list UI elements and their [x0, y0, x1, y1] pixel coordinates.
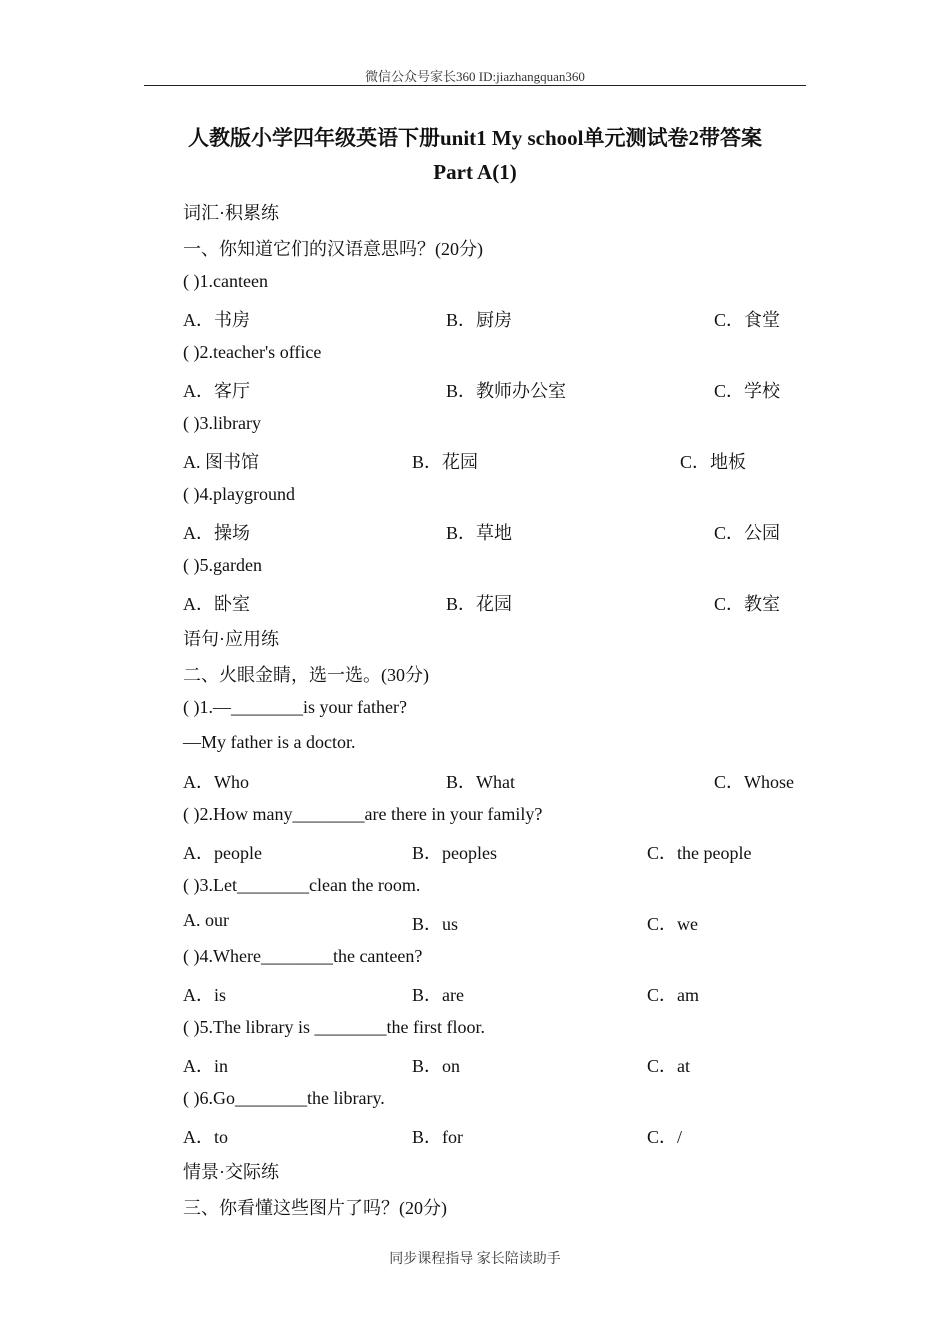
s2-q6-option-a: A．to [183, 1127, 228, 1147]
s1-question-4: ( )4.playground [183, 484, 295, 504]
section-heading-vocab: 词汇·积累练 [183, 203, 279, 223]
s2-question-6: ( )6.Go________the library. [183, 1088, 385, 1108]
header-divider [144, 85, 806, 86]
s1-q4-option-a: A．操场 [183, 523, 250, 543]
s1-q4-option-c: C．公园 [714, 523, 781, 543]
s1-q5-option-c: C．教室 [714, 594, 781, 614]
s2-q3-option-c: C．we [647, 914, 698, 934]
s1-q1-option-a: A．书房 [183, 310, 250, 330]
page-header: 微信公众号家长360 ID:jiazhangquan360 [365, 69, 585, 84]
s1-q2-option-b: B．教师办公室 [446, 381, 567, 401]
document-title: 人教版小学四年级英语下册unit1 My school单元测试卷2带答案 [187, 126, 762, 150]
s2-question-4: ( )4.Where________the canteen? [183, 946, 423, 966]
s1-q2-option-a: A．客厅 [183, 381, 250, 401]
s2-q3-option-b: B．us [412, 914, 459, 934]
s2-q4-option-b: B．are [412, 985, 464, 1005]
s1-q3-option-a: A. 图书馆 [183, 452, 259, 472]
s1-q2-option-c: C．学校 [714, 381, 781, 401]
section2-title: 二、火眼金睛，选一选。(30分) [183, 665, 429, 685]
section3-title: 三、你看懂这些图片了吗？(20分) [183, 1198, 447, 1218]
s1-q5-option-a: A．卧室 [183, 594, 250, 614]
s2-question-2: ( )2.How many________are there in your family? [183, 804, 543, 824]
s2-q4-option-c: C．am [647, 985, 699, 1005]
s2-q2-option-a: A．people [183, 843, 262, 863]
s1-question-1: ( )1.canteen [183, 271, 268, 291]
s2-q3-option-a: A. our [183, 910, 229, 930]
s1-q4-option-b: B．草地 [446, 523, 513, 543]
s1-q5-option-b: B．花园 [446, 594, 513, 614]
section1-title: 一、你知道它们的汉语意思吗？(20分) [183, 239, 483, 259]
s2-q1-option-a: A．Who [183, 772, 249, 792]
part-title: Part A(1) [433, 160, 517, 184]
s2-q1-option-c: C．Whose [714, 772, 794, 792]
s1-q3-option-b: B．花园 [412, 452, 479, 472]
section-heading-sentence: 语句·应用练 [183, 629, 279, 649]
s2-q5-option-c: C．at [647, 1056, 690, 1076]
s2-q5-option-b: B．on [412, 1056, 461, 1076]
s2-question-3: ( )3.Let________clean the room. [183, 875, 421, 895]
s1-question-2: ( )2.teacher's office [183, 342, 322, 362]
s2-question-1: ( )1.—________is your father? [183, 697, 407, 717]
s1-q3-option-c: C．地板 [680, 452, 747, 472]
s2-q5-option-a: A．in [183, 1056, 228, 1076]
s2-q1-option-b: B．What [446, 772, 515, 792]
s2-question-1-answer-line: —My father is a doctor. [183, 732, 356, 752]
s2-q4-option-a: A．is [183, 985, 227, 1005]
s1-q1-option-b: B．厨房 [446, 310, 513, 330]
s1-q1-option-c: C．食堂 [714, 310, 781, 330]
section-heading-scene: 情景·交际练 [183, 1162, 279, 1182]
s2-question-5: ( )5.The library is ________the first floor. [183, 1017, 485, 1037]
page-footer: 同步课程指导 家长陪读助手 [389, 1252, 561, 1267]
s2-q2-option-c: C．the people [647, 843, 752, 863]
s2-q6-option-c: C．/ [647, 1127, 683, 1147]
s2-q6-option-b: B．for [412, 1127, 463, 1147]
s2-q2-option-b: B．peoples [412, 843, 497, 863]
s1-question-5: ( )5.garden [183, 555, 262, 575]
s1-question-3: ( )3.library [183, 413, 261, 433]
